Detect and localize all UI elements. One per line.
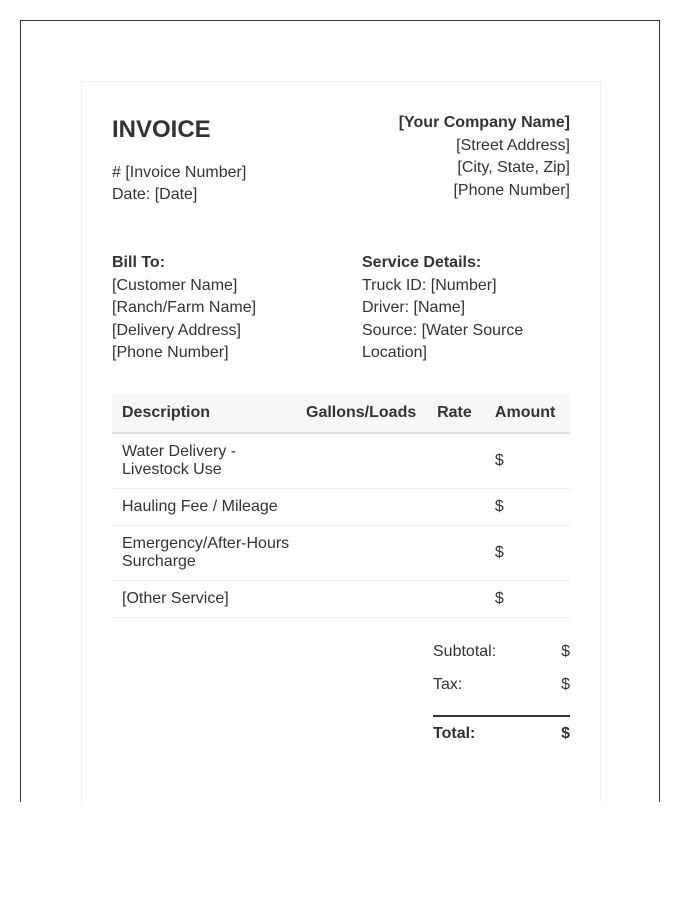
invoice-date: Date: [Date] xyxy=(112,186,198,203)
service-details-section xyxy=(362,252,562,365)
company-street: [Street Address] xyxy=(456,136,570,154)
row-amount: $ xyxy=(485,489,570,526)
tax-label: Tax: xyxy=(433,676,463,693)
tax-row xyxy=(433,675,570,708)
driver-name: Driver: [Name] xyxy=(362,299,466,316)
tax-value: $ xyxy=(561,676,570,693)
header-amount: Amount xyxy=(485,394,570,433)
service-details-label: Service Details: xyxy=(362,254,482,271)
delivery-address: [Delivery Address] xyxy=(112,321,241,339)
invoice-title: INVOICE xyxy=(112,116,211,143)
header-gallons: Gallons/Loads xyxy=(302,394,427,433)
subtotal-value: $ xyxy=(561,643,570,660)
row-description: [Other Service] xyxy=(112,581,302,618)
row-description: Hauling Fee / Mileage xyxy=(112,489,302,526)
table-row xyxy=(112,433,570,489)
total-row xyxy=(433,715,570,757)
row-rate xyxy=(427,581,485,618)
company-info xyxy=(399,112,570,202)
header-description: Description xyxy=(112,394,302,433)
invoice-sheet xyxy=(81,81,601,802)
company-name: [Your Company Name] xyxy=(398,114,570,131)
row-rate xyxy=(427,433,485,489)
row-rate xyxy=(427,526,485,581)
line-items-table xyxy=(112,394,570,618)
row-gallons xyxy=(302,433,427,489)
table-row xyxy=(112,581,570,618)
customer-name: [Customer Name] xyxy=(112,276,238,294)
bill-to-section xyxy=(112,252,256,365)
water-source: Source: [Water Source Location] xyxy=(362,321,524,361)
table-row xyxy=(112,526,570,581)
truck-id: Truck ID: [Number] xyxy=(362,276,497,294)
header-rate: Rate xyxy=(427,394,485,433)
total-value: $ xyxy=(561,725,570,742)
totals-section xyxy=(433,642,570,757)
bill-to-label: Bill To: xyxy=(112,254,166,271)
customer-phone: [Phone Number] xyxy=(112,344,229,361)
total-label: Total: xyxy=(433,725,476,742)
subtotal-row xyxy=(433,642,570,675)
row-gallons xyxy=(302,581,427,618)
row-gallons xyxy=(302,526,427,581)
row-amount: $ xyxy=(485,581,570,618)
company-phone: [Phone Number] xyxy=(453,181,570,199)
row-rate xyxy=(427,489,485,526)
row-gallons xyxy=(302,489,427,526)
table-row xyxy=(112,489,570,526)
company-city: [City, State, Zip] xyxy=(457,159,570,176)
invoice-number: # [Invoice Number] xyxy=(112,164,247,181)
invoice-meta xyxy=(112,162,246,206)
row-amount: $ xyxy=(485,526,570,581)
row-description: Water Delivery - Livestock Use xyxy=(112,433,302,489)
row-amount: $ xyxy=(485,433,570,489)
subtotal-label: Subtotal: xyxy=(433,643,497,660)
ranch-name: [Ranch/Farm Name] xyxy=(112,299,257,316)
row-description: Emergency/After-Hours Surcharge xyxy=(112,526,302,581)
table-header-row xyxy=(112,394,570,433)
